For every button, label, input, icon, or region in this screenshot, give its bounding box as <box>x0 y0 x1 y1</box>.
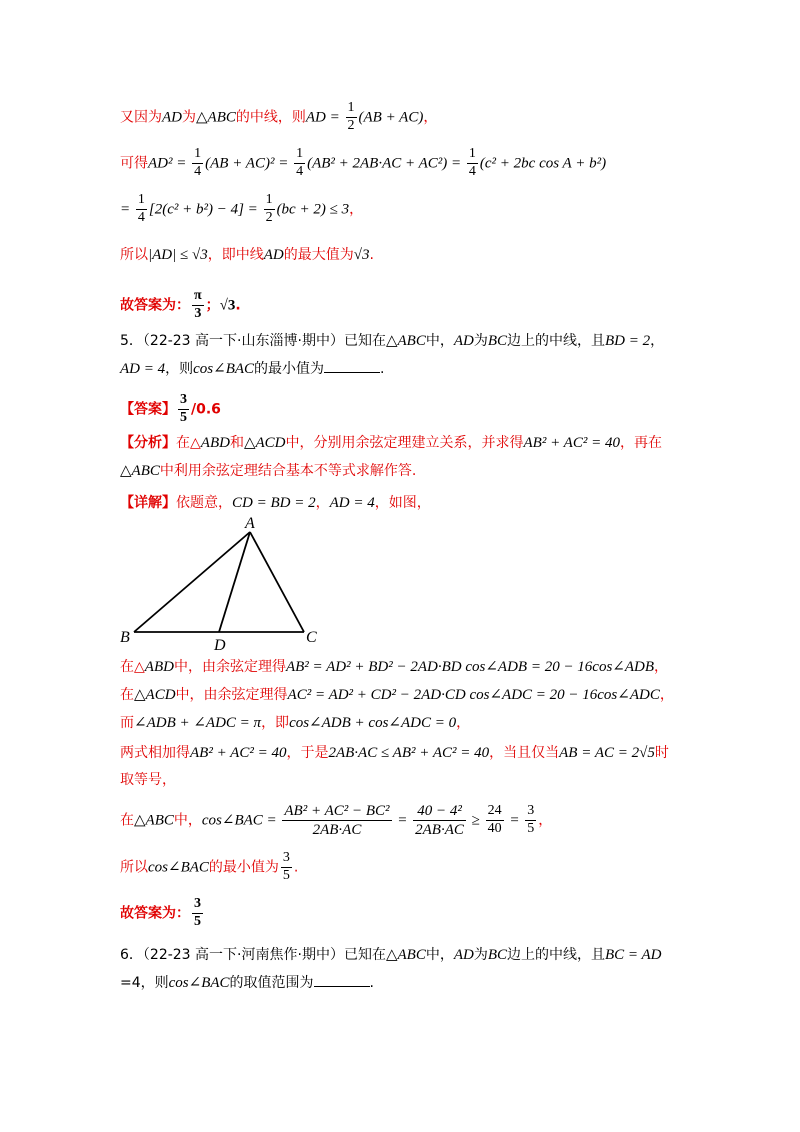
fraction: $\frac{1}{4}$ <box>137 192 145 225</box>
math: AC² = AD² + CD² − 2AD·CD cos∠ADC = 20 − 16cos∠ADC <box>287 687 660 703</box>
math: △ABC <box>134 812 174 829</box>
text: ， <box>315 495 330 511</box>
label-c: C <box>306 629 317 646</box>
text: 在△ <box>176 435 201 451</box>
text: 可得 <box>120 155 148 172</box>
text: /0.6 <box>191 401 221 418</box>
math: (AB + AC)² = <box>205 155 293 172</box>
math: BD = 2 <box>605 333 651 349</box>
fraction: $\frac{1}{2}$ <box>347 100 355 133</box>
text: 在 <box>120 687 134 703</box>
math: √3 <box>219 297 236 314</box>
fraction: $\frac{\text{AB² + AC² − BC²}}{2AB\cdot AC}$ <box>284 803 390 838</box>
math: AB² + AC² = 40 <box>190 745 287 761</box>
sol-line-1 <box>120 100 437 135</box>
text: 的中线，则 <box>235 109 306 126</box>
step-4 <box>120 744 669 762</box>
math: ≥ <box>467 812 484 829</box>
detail-label: 【详解】 <box>120 495 176 511</box>
math: √3 <box>353 247 370 263</box>
edge-ac <box>250 532 304 632</box>
math: [2(c² + b²) − 4] = <box>148 201 262 218</box>
text: 6．（22-23 高一下·河南焦作·期中）已知在 <box>120 947 386 963</box>
text: 5．（22-23 高一下·山东淄博·期中）已知在 <box>120 333 386 349</box>
label-d: D <box>214 637 226 652</box>
fraction: $\frac{1}{4}$ <box>468 146 476 179</box>
text: 中， <box>425 947 454 963</box>
math: AD² = <box>148 155 191 172</box>
text: ，再在 <box>619 435 662 451</box>
text: . <box>369 975 374 991</box>
fraction: $\frac{1}{4}$ <box>194 146 202 179</box>
text: =4，则 <box>120 975 169 991</box>
text: ，当且仅当 <box>489 745 560 761</box>
text: 所以 <box>120 859 148 876</box>
math: 2AB·AC ≤ AB² + AC² = 40 <box>328 745 490 761</box>
analysis-line-2 <box>120 462 416 480</box>
text: 在 <box>120 812 134 829</box>
text: 故答案为： <box>120 297 190 314</box>
fraction: $\frac{3}{5}$ <box>527 803 535 836</box>
text: ， <box>538 812 553 829</box>
text: 为 <box>473 333 488 349</box>
label-a: A <box>245 515 255 532</box>
math: (AB² + 2AB·AC + AC²) = <box>307 155 465 172</box>
text: 中，分别用余弦定理建立关系，并求得 <box>285 435 524 451</box>
fraction: $\frac{\text{40 − 4²}}{2AB\cdot AC}$ <box>415 803 464 838</box>
text: . <box>380 361 385 377</box>
analysis-label: 【分析】 <box>120 435 176 451</box>
text: 边上的中线，且 <box>507 333 605 349</box>
step-2 <box>120 686 674 704</box>
text: 的最大值为 <box>283 247 354 263</box>
math: BC = AD <box>605 947 662 963</box>
final-answer-5 <box>120 896 205 931</box>
text: 为 <box>182 109 196 126</box>
text: ，如图， <box>374 495 431 511</box>
math: AD <box>453 947 474 963</box>
math: AB = AC = 2√5 <box>559 745 655 761</box>
text: 中， <box>173 812 202 829</box>
fraction: $\frac{1}{2}$ <box>265 192 273 225</box>
fraction: $\frac{24}{40}$ <box>487 803 502 836</box>
text: ， <box>654 659 669 675</box>
math: (AB + AC) <box>358 109 424 126</box>
text: . <box>235 297 241 314</box>
text: 故答案为： <box>120 905 190 922</box>
step-1 <box>120 658 668 676</box>
math: cos∠BAC = <box>201 812 281 829</box>
text: ，即 <box>261 715 290 731</box>
answer-line <box>120 392 221 427</box>
math: = <box>120 201 134 218</box>
math: △ACD <box>243 435 286 451</box>
analysis-line-1 <box>120 434 662 452</box>
text: 中，由余弦定理得 <box>173 659 286 675</box>
math: BC <box>487 947 507 963</box>
math: AD <box>453 333 474 349</box>
fraction: $\frac{3}{5}$ <box>180 392 187 425</box>
math: ABD <box>144 659 174 675</box>
text: . <box>369 247 374 263</box>
text: ，即中线 <box>207 247 264 263</box>
text: 时 <box>654 745 669 761</box>
math: AD <box>263 247 284 263</box>
vector-ad: AD = <box>305 109 344 126</box>
text: 和 <box>229 435 244 451</box>
text: ， <box>456 715 471 731</box>
math: ∠ADB + ∠ADC = π <box>134 715 262 731</box>
median-ad <box>219 532 250 632</box>
fraction: $\frac{3}{5}$ <box>194 896 201 929</box>
text: ； <box>205 297 220 314</box>
math: cos∠BAC <box>193 361 255 377</box>
text: ，则 <box>165 361 194 377</box>
text: 而 <box>120 715 134 731</box>
triangle-figure <box>112 512 352 652</box>
step-6 <box>120 802 552 839</box>
step-5 <box>120 772 176 789</box>
text: 的最小值为 <box>208 859 279 876</box>
math: CD = BD = 2 <box>232 495 316 511</box>
math: AD = 4 <box>329 495 375 511</box>
math: △ABC <box>120 463 160 479</box>
math: cos∠BAC <box>148 859 209 876</box>
text: 取等号， <box>120 772 176 788</box>
text: 又因为 <box>120 109 162 126</box>
text: 边上的中线，且 <box>507 947 605 963</box>
math: (c² + 2bc cos A + b²) <box>479 155 607 172</box>
question-6-line-2 <box>120 974 374 992</box>
math: (bc + 2) ≤ 3 <box>276 201 350 218</box>
question-6-line-1 <box>120 946 662 964</box>
math: △ABC <box>196 109 236 126</box>
math: cos∠BAC <box>168 975 230 991</box>
text: ， <box>650 333 665 349</box>
text: 中利用余弦定理结合基本不等式求解作答. <box>159 463 417 479</box>
text: 中， <box>425 333 454 349</box>
step-3 <box>120 714 470 732</box>
math: AB² + AC² = 40 <box>523 435 620 451</box>
math: BC <box>487 333 507 349</box>
detail-line-1 <box>120 494 431 512</box>
fraction: $\frac{1}{4}$ <box>296 146 304 179</box>
text: ， <box>349 201 364 218</box>
text: 中，由余弦定理得 <box>175 687 288 703</box>
text: ， <box>659 687 674 703</box>
answer-label: 【答案】 <box>120 401 176 418</box>
text: 为 <box>473 947 488 963</box>
math: △ABC <box>385 333 426 349</box>
math: ABD <box>200 435 230 451</box>
edge-ab <box>134 532 250 632</box>
final-answer-line <box>120 288 241 323</box>
math: |AD| ≤ √3 <box>148 247 208 263</box>
text: 所以 <box>120 247 148 263</box>
fraction: $\frac{3}{5}$ <box>282 850 290 883</box>
text: ，于是 <box>286 745 329 761</box>
math: △ACD <box>134 687 176 703</box>
math: AB² = AD² + BD² − 2AD·BD cos∠ADB = 20 − 16cos∠ADB <box>285 659 655 675</box>
answer-blank <box>324 360 380 373</box>
math: AD = 4 <box>120 361 166 377</box>
text: 的取值范围为 <box>229 975 314 991</box>
math: AD <box>162 109 182 126</box>
text: . <box>293 859 299 876</box>
text: 两式相加得 <box>120 745 190 761</box>
fraction: $\frac{\pi}{3}$ <box>194 288 202 321</box>
sol-line-3 <box>120 192 363 227</box>
text: 在△ <box>120 659 145 675</box>
sol-line-2 <box>120 146 606 181</box>
answer-blank <box>314 974 370 987</box>
step-7 <box>120 850 298 885</box>
math: cos∠ADB + cos∠ADC = 0 <box>289 715 457 731</box>
text: ， <box>423 109 438 126</box>
math: △ABC <box>385 947 426 963</box>
text: 的最小值为 <box>254 361 325 377</box>
label-b: B <box>120 629 130 646</box>
question-5-line-2 <box>120 360 384 378</box>
math: = <box>505 812 524 829</box>
math: = <box>393 812 412 829</box>
sol-line-4 <box>120 246 374 264</box>
text: 依题意， <box>176 495 232 511</box>
question-5-line-1 <box>120 332 664 350</box>
